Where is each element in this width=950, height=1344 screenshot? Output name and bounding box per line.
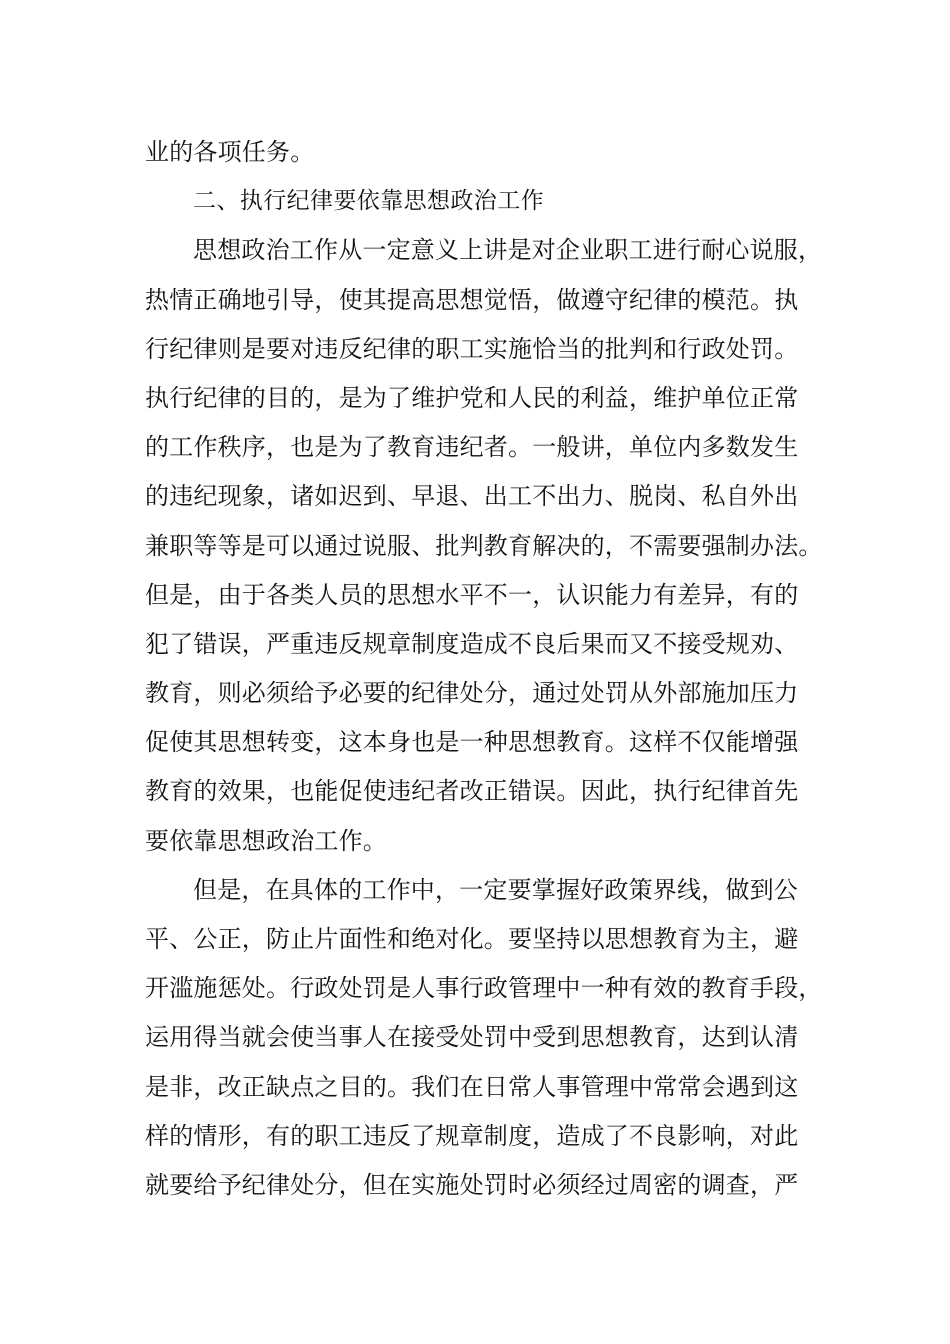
text-line: 要依靠思想政治工作。	[145, 826, 387, 855]
text-line: 就要给予纪律处分，但在实施处罚时必须经过周密的调查，严	[145, 1170, 799, 1199]
text-line: 平、公正，防止片面性和绝对化。要坚持以思想教育为主，避	[145, 925, 799, 953]
text-line: 的违纪现象，诸如迟到、早退、出工不出力、脱岗、私自外出	[145, 482, 799, 511]
text-line: 促使其思想转变，这本身也是一种思想教育。这样不仅能增强	[145, 728, 799, 757]
text-line: 但是，在具体的工作中，一定要掌握好政策界线，做到公	[193, 875, 798, 904]
document-body	[145, 128, 835, 1210]
text-line: 的工作秩序，也是为了教育违纪者。一般讲，单位内多数发生	[145, 433, 799, 462]
text-line: 但是，由于各类人员的思想水平不一，认识能力有差异，有的	[145, 580, 799, 609]
text-line: 行纪律则是要对违反纪律的职工实施恰当的批判和行政处罚。	[145, 334, 799, 363]
text-line: 执行纪律的目的，是为了维护党和人民的利益，维护单位正常	[145, 383, 799, 412]
text-line: 样的情形，有的职工违反了规章制度，造成了不良影响，对此	[145, 1121, 799, 1150]
text-line: 热情正确地引导，使其提高思想觉悟，做遵守纪律的模范。执	[145, 285, 799, 314]
text-line: 是非，改正缺点之目的。我们在日常人事管理中常常会遇到这	[145, 1072, 799, 1101]
section-heading: 二、执行纪律要依靠思想政治工作	[193, 188, 544, 215]
text-line: 兼职等等是可以通过说服、批判教育解决的，不需要强制办法。	[145, 531, 823, 560]
text-line: 业的各项任务。	[145, 138, 315, 166]
text-line: 思想政治工作从一定意义上讲是对企业职工进行耐心说服，	[193, 236, 823, 265]
text-line: 运用得当就会使当事人在接受处罚中受到思想教育，达到认清	[145, 1023, 799, 1052]
text-line: 教育的效果，也能促使违纪者改正错误。因此，执行纪律首先	[145, 777, 799, 806]
text-line: 教育，则必须给予必要的纪律处分，通过处罚从外部施加压力	[145, 679, 799, 708]
text-line: 开滥施惩处。行政处罚是人事行政管理中一种有效的教育手段，	[145, 974, 823, 1003]
text-line: 犯了错误，严重违反规章制度造成不良后果而又不接受规劝、	[145, 629, 799, 658]
